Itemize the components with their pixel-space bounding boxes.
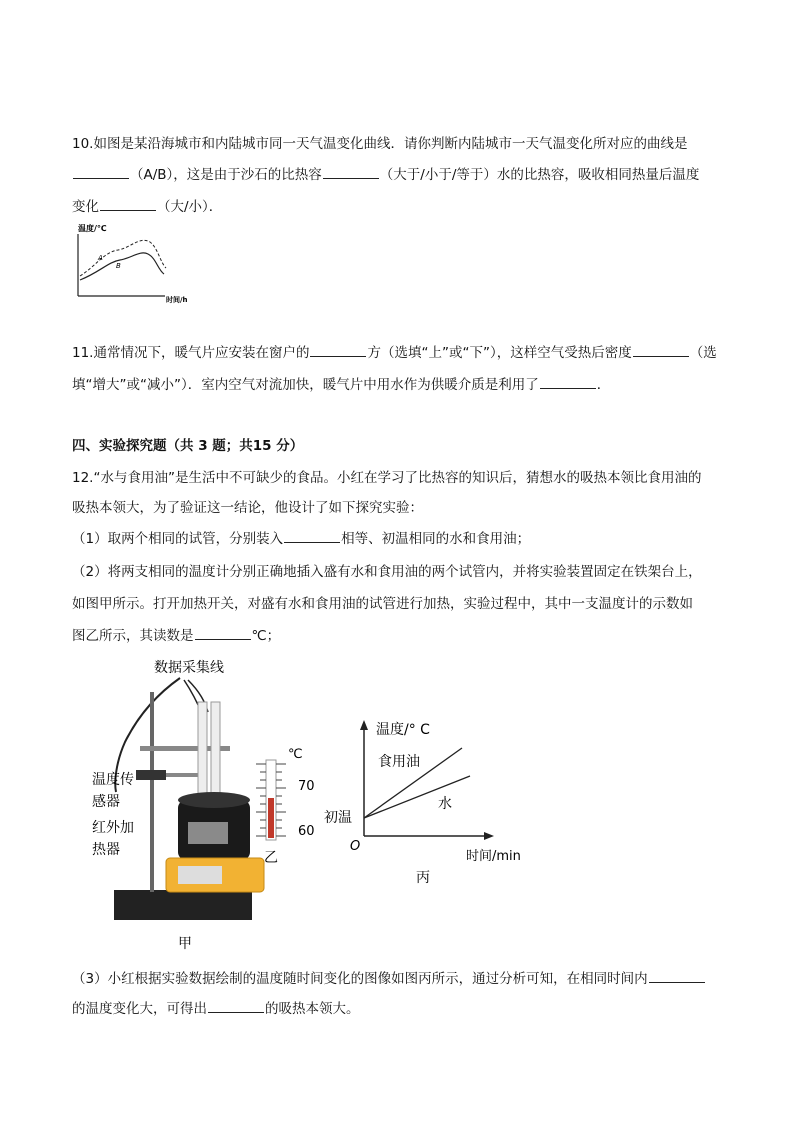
answer-blank[interactable]	[540, 374, 596, 389]
q11-text: 方（选填“上”或“下”），这样空气受热后密度	[367, 345, 632, 361]
heater-top	[178, 792, 250, 808]
graph-ylabel: 温度/° C	[376, 722, 430, 738]
q12-text: 的吸热本领大。	[265, 1001, 360, 1017]
stand-rod	[150, 692, 154, 892]
thermometer-liquid	[268, 798, 274, 838]
fig-yi-label: 乙	[264, 850, 278, 866]
thermo-unit: ℃	[288, 747, 303, 762]
label-b: B	[116, 262, 121, 270]
q10-text: （A/B），这是由于沙石的比热容	[130, 167, 322, 183]
q12-line-5: 如图甲所示。打开加热开关，对盛有水和食用油的试管进行加热，实验过程中，其中一支温度计的示数如	[72, 596, 693, 612]
heater-label-plate	[188, 822, 228, 844]
q12-text: ℃；	[251, 628, 281, 644]
q10-text: （大/小）．	[157, 199, 223, 215]
heater-label-2: 热器	[92, 842, 120, 858]
q10-line-1	[72, 134, 687, 154]
stand-base	[114, 890, 252, 920]
initial-temp-label: 初温	[324, 810, 352, 826]
heater-control-panel	[178, 866, 222, 884]
q10-ylabel: 温度/℃	[78, 224, 107, 233]
q12-line-7	[72, 968, 706, 989]
heater-label-1: 红外加	[92, 820, 134, 836]
label-a: A	[98, 254, 103, 262]
q10-xlabel: 时间/h	[166, 296, 188, 304]
fig-bing-label: 丙	[416, 870, 430, 886]
answer-blank[interactable]	[195, 625, 251, 640]
q12-text: 图乙所示，其读数是	[72, 628, 194, 644]
q11-line-1	[72, 342, 717, 363]
answer-blank[interactable]	[310, 342, 366, 357]
data-wire-label: 数据采集线	[154, 660, 224, 676]
q12-text: 的温度变化大，可得出	[72, 1001, 207, 1017]
answer-blank[interactable]	[100, 196, 156, 211]
q12-line-3	[72, 528, 530, 549]
q11-text: 填“增大”或“减小”）．室内空气对流加快，暖气片中用水作为供暖介质是利用了	[72, 377, 539, 393]
graph-xlabel: 时间/min	[466, 849, 521, 864]
q12-line-1: 12.“水与食用油”是生活中不可缺少的食品。小红在学习了比热容的知识后，猜想水的吸热本领比食用油的	[72, 470, 702, 486]
q11-line-2	[72, 374, 610, 395]
q12-line-8	[72, 998, 360, 1019]
y-axis-arrow	[360, 720, 368, 730]
section-heading: 四、实验探究题（共 3 题；共15 分）	[72, 438, 304, 454]
answer-blank[interactable]	[284, 528, 340, 543]
x-axis-arrow	[484, 832, 494, 840]
q10-temperature-figure	[70, 222, 200, 306]
answer-blank[interactable]	[73, 164, 129, 179]
q12-text: （1）取两个相同的试管，分别装入	[72, 531, 284, 547]
q10-text: 变化	[72, 199, 99, 215]
q12-line-6	[72, 625, 280, 646]
q11-text: ．	[596, 377, 611, 393]
answer-blank[interactable]	[633, 342, 689, 357]
q12-text: 相等、初温相同的水和食用油；	[341, 531, 531, 547]
q11-text: 11.通常情况下，暖气片应安装在窗户的	[72, 345, 310, 361]
stand-clamp-2	[136, 770, 166, 780]
origin-label: O	[350, 839, 361, 854]
water-label: 水	[438, 796, 452, 812]
q10-text: 10.如图是某沿海城市和内陆城市同一天气温变化曲线．请你判断内陆城市一天气温变化所对应的曲线是	[72, 136, 688, 152]
q12-experiment-figure	[80, 652, 550, 952]
water-line	[364, 776, 470, 818]
q11-text: （选	[689, 345, 717, 361]
answer-blank[interactable]	[323, 164, 379, 179]
q10-text: （大于/小于/等于）水的比热容，吸收相同热量后温度	[379, 167, 700, 183]
q12-text: （3）小红根据实验数据绘制的温度随时间变化的图像如图丙所示，通过分析可知，在相同时间内	[72, 971, 648, 987]
q10-line-2	[72, 164, 699, 185]
oil-label: 食用油	[378, 754, 420, 770]
tick-60: 60	[298, 824, 315, 839]
fig-jia-label: 甲	[178, 936, 192, 952]
sensor-label-2: 感器	[92, 794, 120, 810]
answer-blank[interactable]	[208, 998, 264, 1013]
answer-blank[interactable]	[649, 968, 705, 983]
q12-line-4: （2）将两支相同的温度计分别正确地插入盛有水和食用油的两个试管内，并将实验装置固定在铁架台上，	[72, 564, 702, 580]
tick-70: 70	[298, 779, 315, 794]
q10-line-3	[72, 196, 222, 217]
sensor-label-1: 温度传	[92, 772, 134, 788]
q12-line-2: 吸热本领大，为了验证这一结论，他设计了如下探究实验：	[72, 500, 423, 516]
